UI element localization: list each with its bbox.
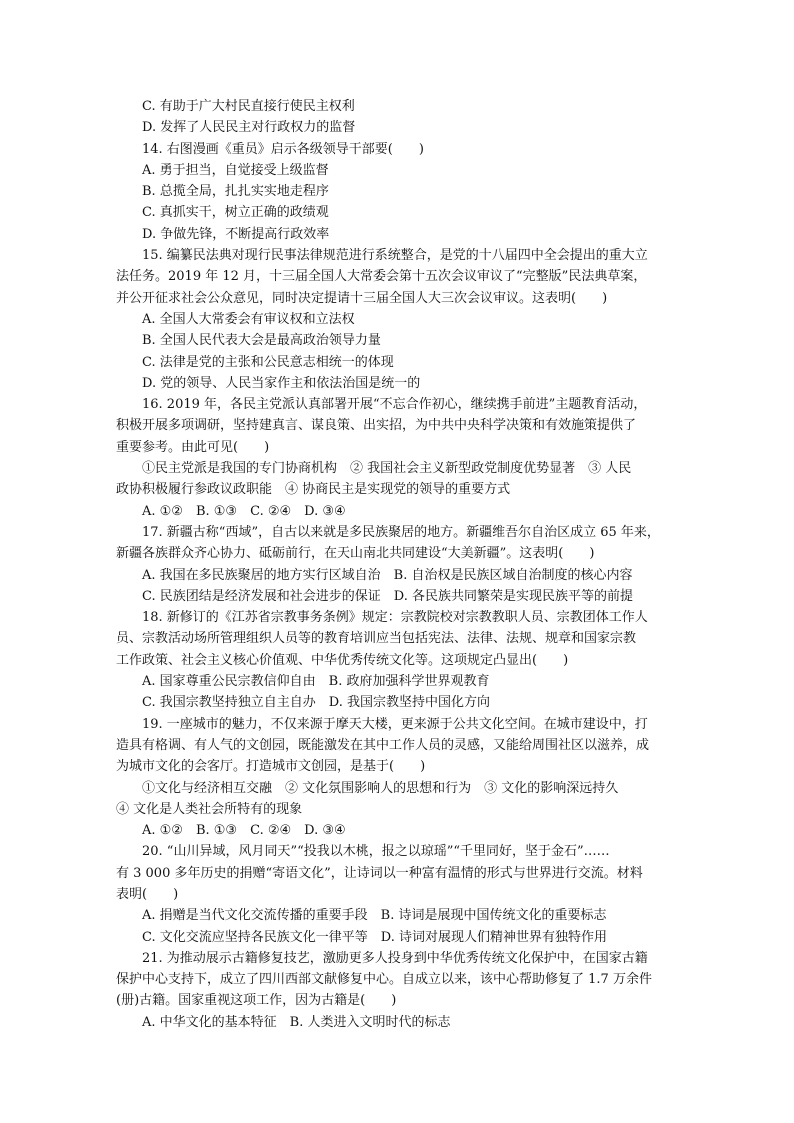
q15-stem-line-3: 并公开征求社会公众意见，同时决定提请十三届全国人大三次会议审议。这表明( ) [116, 290, 608, 306]
q18-options-ab: A. 国家尊重公民宗教信仰自由 B. 政府加强科学世界观教育 [142, 674, 490, 690]
q19-options: A. ①② B. ①③ C. ②④ D. ③④ [142, 823, 346, 839]
q18-options-cd: C. 我国宗教坚持独立自主自办 D. 我国宗教坚持中国化方向 [142, 695, 490, 711]
q20-stem-line-2: 有 3 000 多年历史的捐赠“寄语文化”，让诗词以一种富有温情的形式与世界进行交流。材料 [116, 865, 643, 881]
q15-stem-line-1: 15. 编纂民法典对现行民事法律规范进行系统整合，是党的十八届四中全会提出的重大立 [142, 248, 648, 264]
q19-stem-line-2: 造具有格调、有人气的文创园，既能激发在其中工作人员的灵感，又能给周围社区以滋养，成 [116, 737, 650, 753]
q16-stem-line-1: 16. 2019 年，各民主党派认真部署开展“不忘合作初心，继续携手前进”主题教育活动， [142, 397, 647, 413]
q16-options: A. ①② B. ①③ C. ②④ D. ③④ [142, 503, 346, 519]
q20-stem-line-1: 20. “山川异域，风月同天”“投我以木桃，报之以琼瑶”“千里同好，坚于金石”…… [142, 844, 610, 860]
q17-options-ab: A. 我国在多民族聚居的地方实行区域自治 B. 自治权是民族区域自治制度的核心内容 [142, 567, 633, 583]
q18-stem-line-3: 工作政策、社会主义核心价值观、中华优秀传统文化等。这项规定凸显出( ) [116, 652, 569, 668]
q13-option-c: C. 有助于广大村民直接行使民主权利 [142, 99, 355, 114]
q16-statements-line-2: 政协积极履行参政议政职能 ④ 协商民主是实现党的领导的重要方式 [116, 482, 511, 498]
q18-stem-line-2: 员、宗教活动场所管理组织人员等的教育培训应当包括宪法、法律、法规、规章和国家宗教 [116, 631, 637, 647]
q16-stem-line-3: 重要参考。由此可见( ) [116, 439, 270, 455]
q21-stem-line-1: 21. 为推动展示古籍修复技艺，激励更多人投身到中华优秀传统文化保护中，在国家古籍 [142, 950, 648, 966]
q15-option-c: C. 法律是党的主张和公民意志相统一的体现 [142, 354, 394, 370]
q16-stem-line-2: 积极开展多项调研，坚持建真言、谋良策、出实招，为中共中央科学决策和有效施策提供了 [116, 418, 637, 434]
q21-stem-line-3: (册)古籍。国家重视这项工作，因为古籍是( ) [116, 993, 397, 1009]
q19-stem-line-1: 19. 一座城市的魅力，不仅来源于摩天大楼，更来源于公共文化空间。在城市建设中，打 [142, 716, 648, 732]
q19-statements-line-1: ①文化与经济相互交融 ② 文化氛围影响人的思想和行为 ③ 文化的影响深远持久 [142, 780, 619, 796]
q14-option-d: D. 争做先锋，不断提高行政效率 [142, 226, 330, 242]
q17-stem-line-2: 新疆各族群众齐心协力、砥砺前行，在天山南北共同建设“大美新疆”。这表明( ) [116, 546, 595, 562]
q18-stem-line-1: 18. 新修订的《江苏省宗教事务条例》规定：宗教院校对宗教教职人员、宗教团体工作人 [142, 610, 648, 626]
q15-option-b: B. 全国人民代表大会是最高政治领导力量 [142, 333, 381, 349]
q17-options-cd: C. 民族团结是经济发展和社会进步的保证 D. 各民族共同繁荣是实现民族平等的前提 [142, 588, 633, 604]
q14-option-b: B. 总揽全局，扎扎实实地走程序 [142, 184, 329, 200]
q20-options-ab: A. 捐赠是当代文化交流传播的重要手段 B. 诗词是展现中国传统文化的重要标志 [142, 908, 607, 924]
q14-option-c: C. 真抓实干，树立正确的政绩观 [142, 205, 329, 221]
q14-option-a: A. 勇于担当，自觉接受上级监督 [142, 162, 329, 178]
q15-option-d: D. 党的领导、人民当家作主和依法治国是统一的 [142, 375, 421, 391]
q19-statements-line-2: ④ 文化是人类社会所特有的现象 [116, 801, 303, 817]
q16-statements-line-1: ①民主党派是我国的专门协商机构 ② 我国社会主义新型政党制度优势显著 ③ 人民 [142, 461, 632, 477]
q20-stem-line-3: 表明( ) [116, 886, 179, 902]
q21-stem-line-2: 保护中心支持下，成立了四川西部文献修复中心。自成立以来，该中心帮助修复了 1.7 万余件 [116, 972, 652, 988]
q17-stem-line-1: 17. 新疆古称“西域”，自古以来就是多民族聚居的地方。新疆维吾尔自治区成立 65 年来， [142, 524, 660, 540]
q14-stem: 14. 右图漫画《重员》启示各级领导干部要( ) [142, 141, 424, 157]
q20-options-cd: C. 文化交流应坚持各民族文化一律平等 D. 诗词对展现人们精神世界有独特作用 [142, 929, 607, 945]
q19-stem-line-3: 为城市文化的会客厅。打造城市文创园，是基于( ) [116, 759, 426, 775]
exam-page [116, 96, 678, 1033]
q13-option-d: D. 发挥了人民民主对行政权力的监督 [142, 120, 356, 136]
q21-options-ab: A. 中华文化的基本特征 B. 人类进入文明时代的标志 [142, 1014, 451, 1030]
q15-stem-line-2: 法任务。2019 年 12 月，十三届全国人大常委会第十五次会议审议了“完整版”民法典草案， [116, 269, 647, 285]
q15-option-a: A. 全国人大常委会有审议权和立法权 [142, 311, 355, 327]
